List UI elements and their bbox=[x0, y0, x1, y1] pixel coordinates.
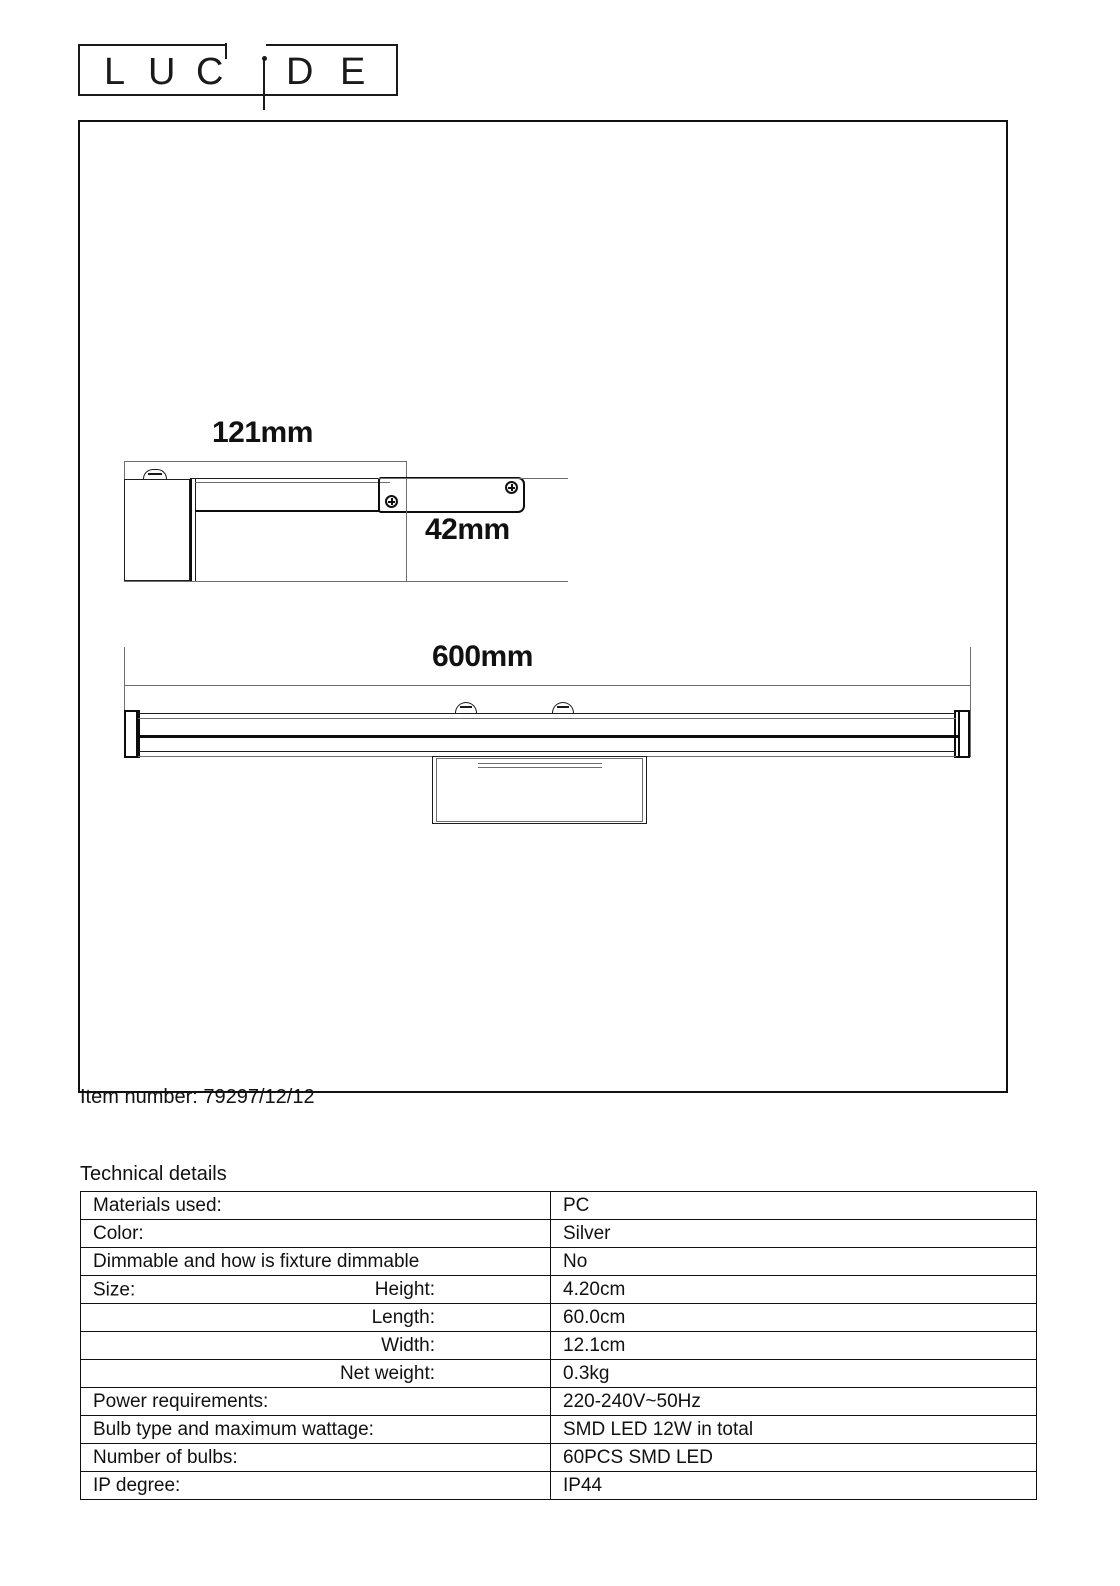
table-cell-value: 220-240V~50Hz bbox=[551, 1388, 1037, 1416]
dimension-line-length bbox=[124, 685, 970, 686]
table-cell-value: 12.1cm bbox=[551, 1332, 1037, 1360]
table-row bbox=[81, 1248, 1037, 1276]
screw-icon-upper-right bbox=[505, 481, 518, 494]
size-sub-label: Height: bbox=[374, 1279, 435, 1300]
front-view-center-bracket bbox=[478, 763, 602, 764]
table-cell-label: Materials used: bbox=[81, 1192, 551, 1220]
front-view-end-cap-right bbox=[954, 710, 970, 758]
front-view-bar-top bbox=[138, 713, 956, 714]
table-cell-label-size bbox=[81, 1276, 551, 1304]
technical-details-heading: Technical details bbox=[80, 1163, 227, 1185]
table-cell-value: No bbox=[551, 1248, 1037, 1276]
table-row bbox=[81, 1416, 1037, 1444]
dimension-line-width bbox=[124, 461, 406, 462]
dimension-label-length: 600mm bbox=[432, 640, 533, 673]
dimension-label-width: 121mm bbox=[212, 416, 313, 449]
table-row bbox=[81, 1360, 1037, 1388]
table-row bbox=[81, 1332, 1037, 1360]
front-view-bar-bottom bbox=[138, 751, 956, 752]
side-view-wall-plate bbox=[124, 479, 190, 581]
table-row bbox=[81, 1304, 1037, 1332]
front-view-led-strip bbox=[136, 735, 958, 738]
table-cell-value: 4.20cm bbox=[551, 1276, 1037, 1304]
table-row bbox=[81, 1192, 1037, 1220]
table-row bbox=[81, 1444, 1037, 1472]
side-view-arm-bottom bbox=[195, 510, 380, 512]
table-row bbox=[81, 1472, 1037, 1500]
size-group-label: Size: bbox=[93, 1279, 136, 1300]
front-view-end-cap-right-inner bbox=[958, 710, 960, 758]
table-cell-label: Net weight: bbox=[81, 1360, 551, 1388]
side-view-plate-edge bbox=[190, 478, 192, 582]
table-cell-value: 0.3kg bbox=[551, 1360, 1037, 1388]
table-cell-value: Silver bbox=[551, 1220, 1037, 1248]
dimension-line-height bbox=[406, 478, 407, 581]
dimension-ext-height-top bbox=[378, 478, 568, 479]
logo-letter-c: C bbox=[196, 51, 224, 93]
table-row bbox=[81, 1220, 1037, 1248]
logo-letter-u: U bbox=[148, 51, 176, 93]
cable-clip-side bbox=[143, 469, 167, 479]
table-cell-label: Dimmable and how is fixture dimmable bbox=[81, 1248, 551, 1276]
technical-details-table bbox=[80, 1191, 1037, 1500]
dimension-ext-length-right bbox=[970, 647, 971, 757]
table-cell-label: Power requirements: bbox=[81, 1388, 551, 1416]
mounting-clip-left bbox=[455, 702, 477, 713]
product-drawing-frame bbox=[78, 120, 1008, 1093]
table-cell-value: 60PCS SMD LED bbox=[551, 1444, 1037, 1472]
side-view-arm-top bbox=[190, 478, 390, 479]
screw-icon-lower-left bbox=[385, 495, 398, 508]
front-view-center-bracket-2 bbox=[478, 767, 602, 768]
table-cell-label: Color: bbox=[81, 1220, 551, 1248]
side-view-plate-edge-inner bbox=[195, 479, 196, 581]
mounting-clip-right bbox=[552, 702, 574, 713]
table-cell-value: SMD LED 12W in total bbox=[551, 1416, 1037, 1444]
logo-letter-e: E bbox=[340, 51, 366, 93]
table-row bbox=[81, 1276, 1037, 1304]
item-number: Item number: 79297/12/12 bbox=[80, 1086, 315, 1108]
logo-letters bbox=[78, 44, 398, 96]
front-view-bar-top-inner bbox=[138, 718, 956, 719]
table-cell-value: PC bbox=[551, 1192, 1037, 1220]
table-cell-label: Number of bulbs: bbox=[81, 1444, 551, 1472]
dimension-label-height: 42mm bbox=[425, 513, 510, 546]
table-row bbox=[81, 1388, 1037, 1416]
table-cell-label: Length: bbox=[81, 1304, 551, 1332]
side-view-housing bbox=[378, 477, 525, 513]
brand-logo bbox=[78, 44, 398, 96]
logo-letter-d: D bbox=[286, 51, 314, 93]
table-cell-value: 60.0cm bbox=[551, 1304, 1037, 1332]
table-cell-label: IP degree: bbox=[81, 1472, 551, 1500]
side-view-arm-top-inner bbox=[195, 482, 390, 483]
table-cell-value: IP44 bbox=[551, 1472, 1037, 1500]
dimension-ext-height-bottom bbox=[124, 581, 568, 582]
logo-letter-l: L bbox=[104, 51, 126, 93]
table-cell-label: Bulb type and maximum wattage: bbox=[81, 1416, 551, 1444]
table-cell-label: Width: bbox=[81, 1332, 551, 1360]
